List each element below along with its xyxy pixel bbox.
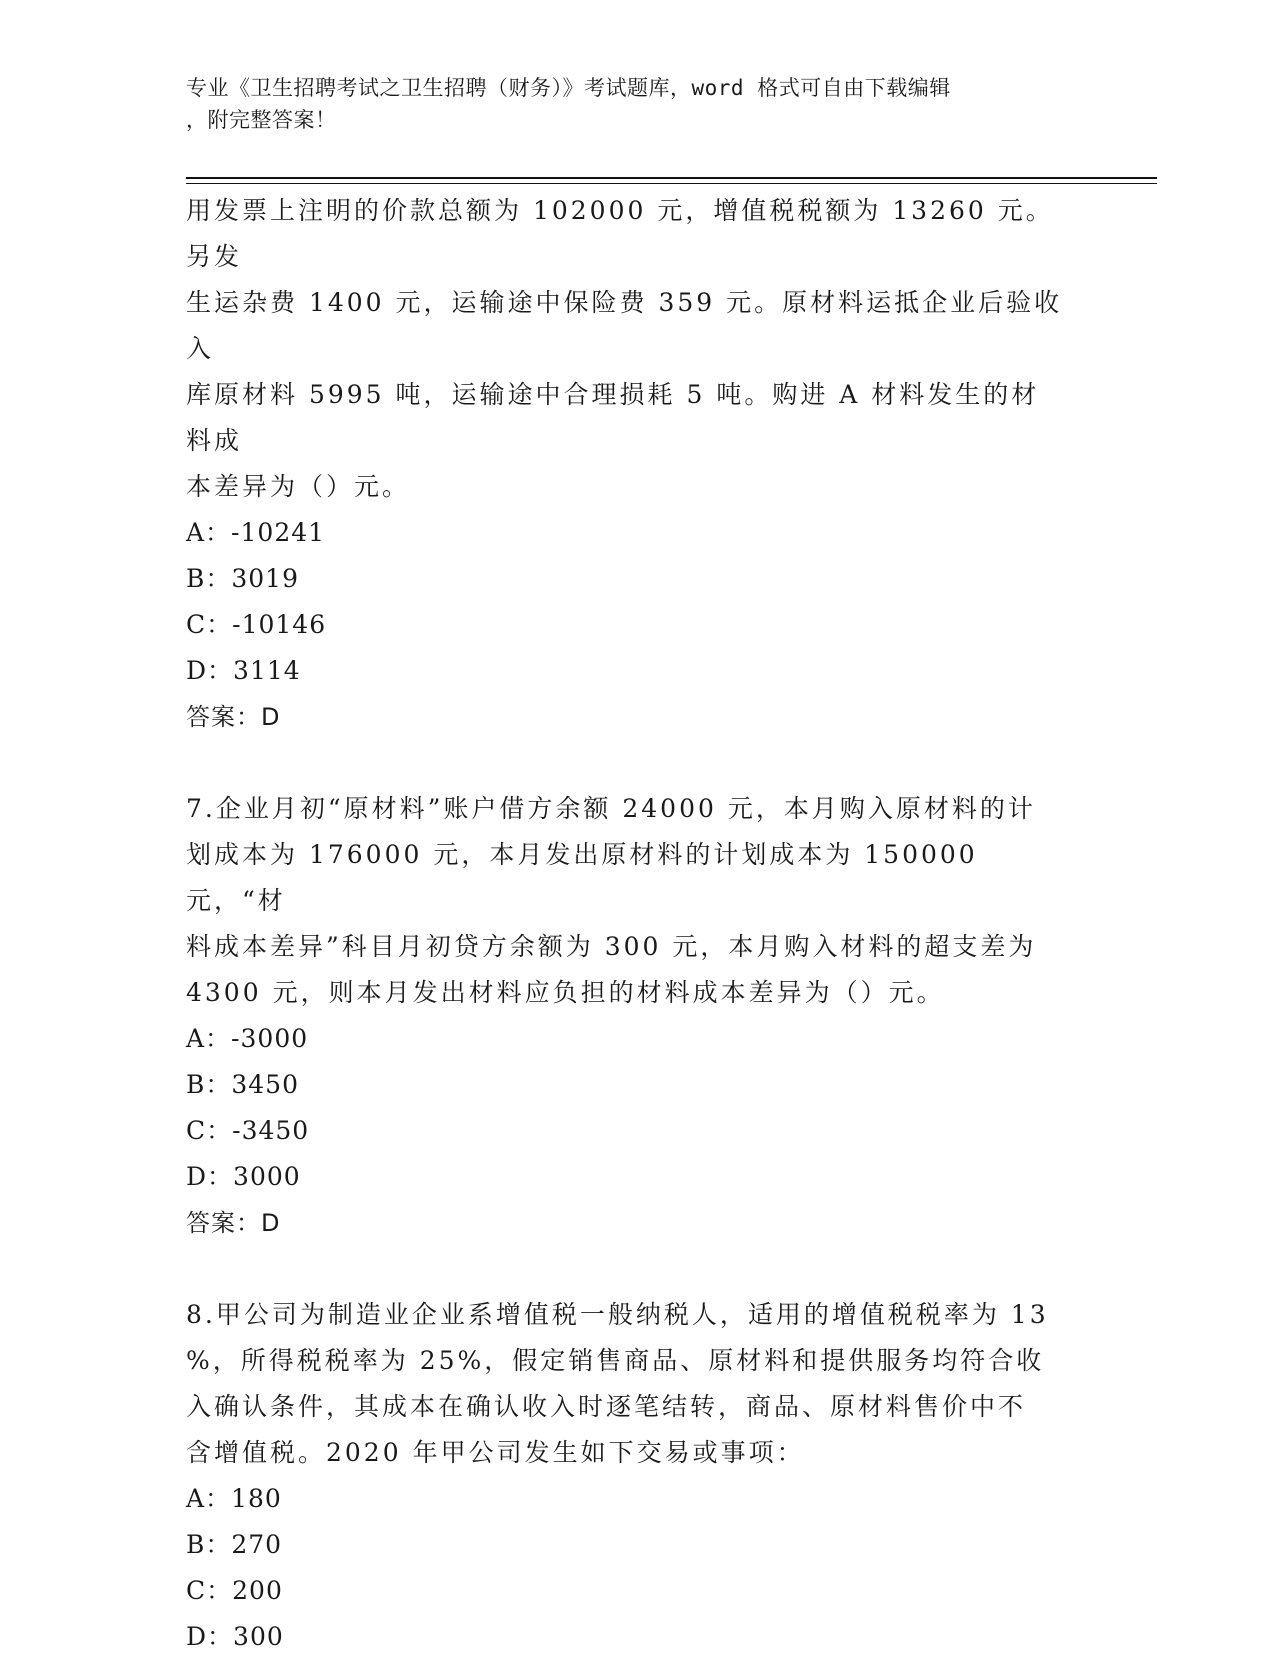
question-text-line: 料成本差异”科目月初贷方余额为 300 元，本月购入材料的超支差为 <box>186 932 1037 961</box>
option-d: D：300 <box>186 1622 284 1651</box>
question-text-line: 库原材料 5995 吨，运输途中合理损耗 5 吨。购进 A 材料发生的材料成 <box>186 380 1040 455</box>
spacer <box>186 740 1066 786</box>
question-text-line: 4300 元，则本月发出材料应负担的材料成本差异为（）元。 <box>186 978 945 1007</box>
option-d: D：3000 <box>186 1162 301 1191</box>
option-b: B：3019 <box>186 564 299 593</box>
option-a: A：-3000 <box>186 1024 309 1053</box>
option-b: B：3450 <box>186 1070 299 1099</box>
question-text-line: 8.甲公司为制造业企业系增值税一般纳税人，适用的增值税税率为 13 <box>186 1300 1049 1329</box>
question-text-line: 含增值税。2020 年甲公司发生如下交易或事项： <box>186 1438 805 1467</box>
question-6 <box>186 188 1066 740</box>
question-text-line: 入确认条件，其成本在确认收入时逐笔结转，商品、原材料售价中不 <box>186 1392 1027 1421</box>
header-note <box>186 72 1066 136</box>
question-text-line: 划成本为 176000 元，本月发出原材料的计划成本为 150000 元，“材 <box>186 840 978 915</box>
option-c: C：200 <box>186 1576 283 1605</box>
spacer <box>186 1246 1066 1292</box>
answer-line: 答案：D <box>186 703 281 731</box>
question-list <box>186 188 1066 1660</box>
question-text-line: 用发票上注明的价款总额为 102000 元，增值税税额为 13260 元。另发 <box>186 196 1054 271</box>
option-c: C：-3450 <box>186 1116 310 1145</box>
question-text-line: 本差异为（）元。 <box>186 472 411 501</box>
option-d: D：3114 <box>186 656 301 685</box>
question-text-line: %，所得税税率为 25%，假定销售商品、原材料和提供服务均符合收 <box>186 1346 1045 1375</box>
answer-line: 答案：D <box>186 1209 281 1237</box>
question-8 <box>186 1292 1066 1660</box>
header-rule-thin <box>186 183 1157 184</box>
option-c: C：-10146 <box>186 610 327 639</box>
header-line-1: 专业《卫生招聘考试之卫生招聘（财务）》考试题库，word 格式可自由下载编辑 <box>186 76 951 100</box>
option-a: A：-10241 <box>186 518 326 547</box>
option-a: A：180 <box>186 1484 282 1513</box>
question-text-line: 生运杂费 1400 元，运输途中保险费 359 元。原材料运抵企业后验收入 <box>186 288 1063 363</box>
question-text-line: 7.企业月初“原材料”账户借方余额 24000 元，本月购入原材料的计 <box>186 794 1036 823</box>
question-7 <box>186 786 1066 1246</box>
header-line-2: ，附完整答案！ <box>186 108 337 132</box>
option-b: B：270 <box>186 1530 283 1559</box>
header-rule-thick <box>186 177 1157 179</box>
